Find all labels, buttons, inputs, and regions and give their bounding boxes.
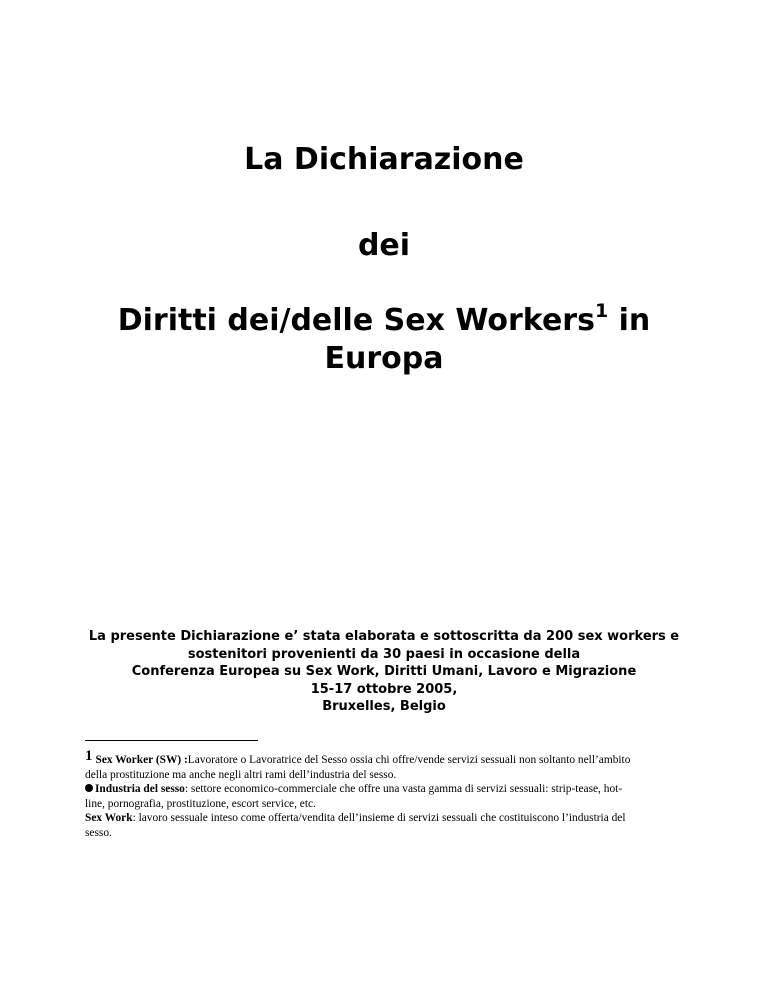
footnote-3: [85, 811, 695, 840]
footnote-3-term: Sex Work: [85, 812, 133, 825]
footnote-1: [85, 748, 695, 782]
footnote-3-text-b: sesso.: [85, 826, 112, 839]
footnote-1-text-b: della prostituzione ma anche negli altri rami dell’industria del sesso.: [85, 768, 397, 781]
footnote-reference: 1: [594, 300, 609, 322]
footnote-1-term: Sex Worker (SW) :: [95, 754, 188, 766]
statement-line-3: Conferenza Europea su Sex Work, Diritti Umani, Lavoro e Migrazione: [131, 664, 637, 679]
bullet-icon: [85, 784, 93, 792]
statement-line-4: 15-17 ottobre 2005,: [310, 681, 458, 697]
footnote-2-text-b: line, pornografia, prostituzione, escort service, etc.: [85, 797, 316, 810]
footnote-1-text-a: Lavoratore o Lavoratrice del Sesso ossia chi offre/vende servizi sessuali non soltanto nell’ambito: [187, 754, 631, 766]
footnote-1-mark: 1: [85, 748, 93, 764]
title-line-3: [0, 302, 768, 340]
title-line-4: Europa: [324, 341, 444, 376]
footnotes: [85, 748, 695, 841]
title-line-3-text: Diritti dei/delle Sex Workers: [117, 303, 595, 338]
footnote-2-text-a: : settore economico-commerciale che offre una vasta gamma di servizi sessuali: strip-tease, hot-: [184, 783, 623, 796]
footnote-3-text-a: : lavoro sessuale inteso come offerta/vendita dell’insieme di servizi sessuali che costituiscono l’industria del: [132, 812, 626, 825]
statement-line-2: sostenitori provenienti da 30 paesi in occasione della: [187, 646, 581, 662]
footnote-2-term: Industria del sesso: [95, 783, 185, 796]
statement-line-1: La presente Dichiarazione e’ stata elaborata e sottoscritta da 200 sex workers e: [88, 629, 680, 644]
footnote-separator: [85, 740, 258, 741]
title-line-1: La Dichiarazione: [244, 142, 524, 177]
footnote-2: [85, 782, 695, 811]
statement-line-5: Bruxelles, Belgio: [322, 699, 446, 714]
conference-statement: [0, 628, 768, 716]
title-line-3-tail: in: [608, 303, 651, 338]
title-line-2: dei: [357, 228, 411, 263]
